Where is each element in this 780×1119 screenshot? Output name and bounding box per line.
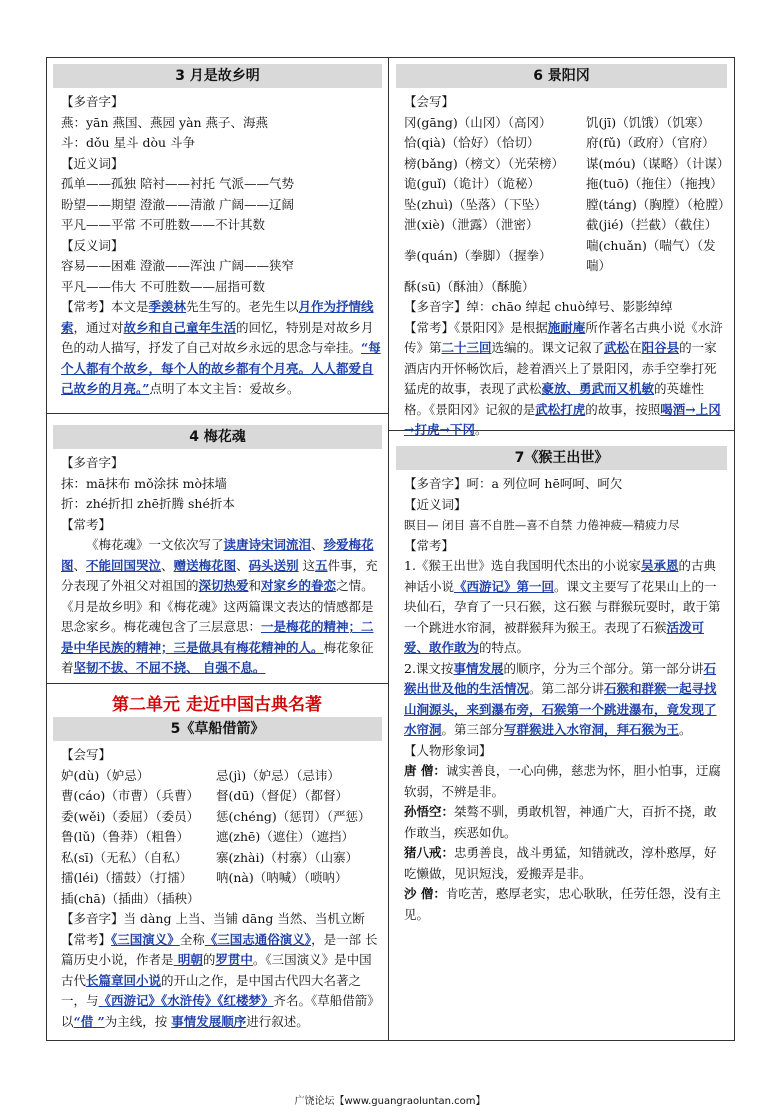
- section-title: 4 梅花魂: [53, 425, 382, 449]
- section-body: [53, 741, 382, 1032]
- divider: [46, 683, 389, 684]
- text-line: 【多音字】: [61, 94, 124, 109]
- text-line: 【近义词】: [404, 496, 467, 512]
- text-line: 【反义词】: [61, 237, 124, 253]
- text-line: 平凡——伟大 不可胜数——屈指可数: [61, 278, 265, 294]
- text-line: 【人物形象词】: [404, 742, 492, 758]
- section-4: [53, 425, 382, 679]
- text-line: 斗：dǒu 星斗 dòu 斗争: [61, 135, 196, 150]
- section-5: [53, 717, 382, 1032]
- divider: [46, 413, 389, 414]
- changkao-paragraph-1: 1.《猴王出世》选自我国明代杰出的小说家吴承恩的古典神话小说《西游记》第一回。课文主要写了花果山上的一块仙石，孕育了一只石猴，这石猴 与群猴玩耍时，敢于第一个跳进水帘洞，被群猴拜为猴王。表现了石猴活泼可爱、敢作敢为的特点。: [404, 558, 721, 655]
- section-6: [396, 64, 731, 441]
- column-divider: [388, 57, 389, 1041]
- text-line: 容易——困难 澄澈——浑浊 广阔——狭窄: [61, 258, 294, 273]
- text-line: 燕：yān 燕国、燕园 yàn 燕子、海燕: [61, 114, 269, 130]
- character-entry: 孙悟空：桀骜不驯，勇敢机智，神通广大，百折不挠，敢作敢当，疾恶如仇。: [404, 804, 717, 840]
- text-line: 瞑目— 闭目 喜不自胜—喜不自禁 力倦神疲—精疲力尽: [404, 518, 680, 532]
- text-line: 【多音字】: [61, 455, 124, 470]
- unit-title: 第二单元 走近中国古典名著: [112, 695, 322, 715]
- changkao-paragraph: 【常考】本文是季羡林先生写的。老先生以月作为抒情线索，通过对故乡和自己童年生活的回忆，特别是对故乡月色的动人描写，抒发了自己对故乡永远的思念与牵挂。“每个人都有个故乡，每个人的故乡都有个月亮。人人都爱自己故乡的月亮。”点明了本文主旨：爱故乡。: [61, 299, 381, 396]
- footer: 广饶论坛【www.guangraoluntan.com】: [294, 1096, 486, 1107]
- text-line: 【常考】: [404, 537, 455, 553]
- text-line: 【多音字】绰：chāo 绰起 chuò绰号、影影绰绰: [404, 299, 673, 314]
- text-line: 孤单——孤独 陪衬——衬托 气派——气势: [61, 176, 294, 191]
- character-entry: 沙 僧：肯吃苦，憨厚老实，忠心耿耿，任劳任怨，没有主见。: [404, 886, 721, 922]
- section-title: 3 月是故乡明: [53, 64, 382, 88]
- section-body: [53, 449, 382, 679]
- text-line: 【会写】: [404, 94, 455, 109]
- changkao-paragraph-2: 2.课文按事情发展的顺序，分为三个部分。第一部分讲石猴出世及他的生活情况。第二部分讲石猴和群猴一起寻找山涧源头，来到瀑布旁，石猴第一个跳进瀑布，竟发现了水帘洞。第三部分写群猴进入水帘洞，拜石猴为王。: [404, 660, 717, 737]
- changkao-paragraph: 【常考】《景阳冈》是根据施耐庵所作著名古典小说《水浒传》第二十三回选编的。课文记叙了武松在阳谷县的一家酒店内开怀畅饮后，趁着酒兴上了景阳冈，赤手空拳打死猛虎的故事，表现了武松豪放、勇武而又机敏的英雄性格。《景阳冈》记叙的是武松打虎的故事，按照喝酒→上冈→打虎→下冈。: [404, 319, 723, 437]
- text-line: 【会写】: [61, 747, 112, 762]
- changkao-paragraph: 【常考】《三国演义》全称《三国志通俗演义》，是一部 长篇历史小说，作者是 明朝的罗贯中。《三国演义》是中国古代长篇章回小说的开山之作，是中国古代四大名著之一，与《西游记》《水浒传》《红楼梦》齐名。《草船借箭》以“借 ”为主线，按 事情发展顺序进行叙述。: [61, 931, 380, 1029]
- text-line: 【近义词】: [61, 155, 124, 171]
- section-7: [396, 446, 727, 925]
- text-line: 【多音字】当 dàng 上当、当铺 dāng 当然、当机立断: [61, 911, 365, 926]
- text-line: 平凡——平常 不可胜数——不计其数: [61, 217, 265, 232]
- text-line: 【常考】: [61, 516, 112, 532]
- text-line: 【多音字】呵：a 列位呵 hē呵呵、呵欠: [404, 476, 623, 491]
- character-entry: 猪八戒：忠勇善良，战斗勇猛，知错就改，淳朴憨厚，好吃懒做，见识短浅，爱搬弄是非。: [404, 845, 717, 881]
- changkao-paragraph: 《梅花魂》一文依次写了读唐诗宋词流泪、珍爱梅花图、不能回国哭泣、赠送梅花图、码头送别 这五件事，充分表现了外祖父对祖国的深切热爱和对家乡的眷恋之情。《月是故乡明》和《梅花魂》这两篇课文表达的情感都是思念家乡。梅花魂包含了三层意思：一是梅花的精神；二是中华民族的精神；三是做具有梅花精神的人。梅花象征着坚韧不拔、不屈不挠、 自强不息。: [61, 537, 378, 675]
- section-title: 5《草船借箭》: [53, 717, 382, 741]
- huixie-table: 冈(gāng)（山冈）（高冈） 饥(jī)（饥饿）（饥寒） 恰(qià)（恰好）（恰切） 府(fǔ)（政府）（官府） 榜(bǎng)（榜文）（光荣榜） 谋(móu)（谋略）（计谋） 诡(guǐ)（诡计）（诡秘） 拖(tuō)（拖住）（拖拽） 坠(zhuì)（坠落）（下坠） 膛(táng)（胸膛）（枪膛） 泄(xiè)（泄露）（泄密） 截(jié)（拦截）（截住） 拳(quán)（拳脚）（握拳） 喘(chuǎn)（喘气）（发喘） 酥(sū)（酥油）（酥脆）: [404, 114, 731, 294]
- character-entry: 唐 僧：诚实善良，一心向佛，慈悲为怀，胆小怕事，迂腐软弱，不辨是非。: [404, 763, 721, 799]
- section-title: 6 景阳冈: [396, 64, 727, 88]
- section-body: [396, 88, 731, 441]
- section-title: 7《猴王出世》: [396, 446, 727, 470]
- text-line: 抹：mā抹布 mǒ涂抹 mò抹墙: [61, 475, 228, 491]
- section-3: [53, 64, 382, 400]
- section-body: [396, 470, 727, 925]
- huixie-table: 妒(dù)（妒忌） 忌(jì)（妒忌）（忌讳） 曹(cáo)（市曹）（兵曹） 督(dū)（督促）（都督） 委(wěi)（委屈）（委员） 惩(chéng)（惩罚）（严惩） 鲁(lǔ)（鲁莽）（粗鲁） 遮(zhē)（遮住）（遮挡） 私(sī)（无私）（自私） 寨(zhài)（村寨）（山寨） 擂(léi)（擂鼓）（打擂） 呐(nà)（呐喊）（唢呐） 插(chā)（插曲）（插秧）: [61, 767, 371, 906]
- text-line: 盼望——期望 澄澈——清澈 广阔——辽阔: [61, 196, 294, 212]
- text-line: 折：zhé折扣 zhē折腾 shé折本: [61, 496, 235, 511]
- section-body: [53, 88, 382, 400]
